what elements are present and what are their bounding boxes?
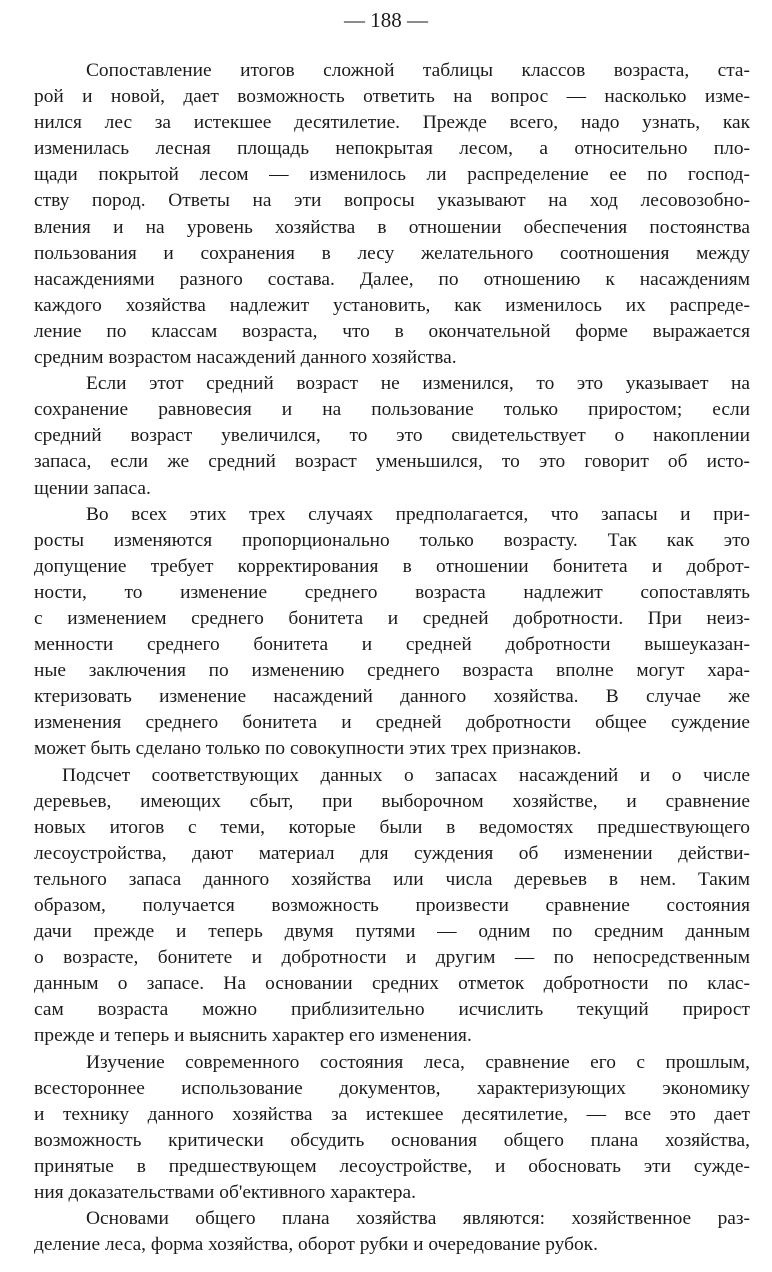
text-line: изменилась лесная площадь непокрытая лесом, а относительно пло- <box>34 138 750 160</box>
text-line: вления и на уровень хозяйства в отношении обеспечения постоянства <box>34 216 750 238</box>
text-line: Изучение современного состояния леса, сравнение его с прошлым, <box>86 1051 750 1073</box>
text-line: возможность критически обсудить основания общего плана хозяйства, <box>34 1129 750 1151</box>
text-line: дачи прежде и теперь двумя путями — одним по средним данным <box>34 921 750 943</box>
text-line: щении запаса. <box>34 477 151 499</box>
text-line: насаждениями разного состава. Далее, по отношению к насаждениям <box>34 268 750 290</box>
text-line: рой и новой, дает возможность ответить на вопрос — насколько изме- <box>34 86 750 108</box>
paragraph <box>34 763 750 1050</box>
text-line: новых итогов с теми, которые были в ведомостях предшествующего <box>34 816 750 838</box>
text-line: росты изменяются пропорционально только возрасту. Так как это <box>34 529 750 551</box>
paragraph <box>34 502 750 763</box>
text-line: ству пород. Ответы на эти вопросы указывают на ход лесовозобно- <box>34 190 750 212</box>
text-line: пользования и сохранения в лесу желательного соотношения между <box>34 242 750 264</box>
text-line: средним возрастом насаждений данного хозяйства. <box>34 347 457 369</box>
page-number: — 188 — <box>344 8 428 32</box>
text-line: тельного запаса данного хозяйства или числа деревьев в нем. Таким <box>34 868 750 890</box>
text-line: Если этот средний возраст не изменился, то это указывает на <box>86 373 750 395</box>
text-line: изменения среднего бонитета и средней добротности общее суждение <box>34 712 750 734</box>
text-line: Во всех этих трех случаях предполагается, что запасы и при- <box>86 503 750 525</box>
text-line: ктеризовать изменение насаждений данного хозяйства. В случае же <box>34 686 750 708</box>
text-line: ности, то изменение среднего возраста надлежит сопоставлять <box>34 581 750 603</box>
text-line: ния доказательствами об'ективного характера. <box>34 1182 416 1204</box>
text-line: менности среднего бонитета и средней добротности вышеуказан- <box>34 634 750 656</box>
text-line: запаса, если же средний возраст уменьшился, то это говорит об исто- <box>34 451 750 473</box>
text-line: лесоустройства, дают материал для суждения об изменении действи- <box>34 842 750 864</box>
text-line: Подсчет соответствующих данных о запасах насаждений и о числе <box>62 764 750 786</box>
paragraph <box>34 1050 750 1207</box>
text-line: Основами общего плана хозяйства являются: хозяйственное раз- <box>86 1208 750 1230</box>
text-line: деление леса, форма хозяйства, оборот рубки и очередование рубок. <box>34 1234 598 1256</box>
text-line: прежде и теперь и выяснить характер его изменения. <box>34 1025 472 1047</box>
text-line: может быть сделано только по совокупности этих трех признаков. <box>34 738 582 760</box>
text-line: средний возраст увеличился, то это свидетельствует о накоплении <box>34 425 750 447</box>
text-line: щади покрытой лесом — изменилось ли распределение ее по господ- <box>34 164 750 186</box>
text-line: и технику данного хозяйства за истекшее десятилетие, — все это дает <box>34 1103 750 1125</box>
text-line: нился лес за истекшее десятилетие. Прежде всего, надо узнать, как <box>34 112 750 134</box>
text-line: сохранение равновесия и на пользование только приростом; если <box>34 399 750 421</box>
text-line: ные заключения по изменению среднего возраста вполне могут хара- <box>34 660 750 682</box>
paragraph <box>34 371 750 501</box>
text-line: сам возраста можно приблизительно исчислить текущий прирост <box>34 999 750 1021</box>
text-line: деревьев, имеющих сбыт, при выборочном хозяйстве, и сравнение <box>34 790 750 812</box>
text-line: допущение требует корректирования в отношении бонитета и доброт- <box>34 555 750 577</box>
text-line: данным о запасе. На основании средних отметок добротности по клас- <box>34 973 750 995</box>
paragraph <box>34 1206 750 1258</box>
text-line: с изменением среднего бонитета и средней добротности. При неиз- <box>34 607 750 629</box>
text-line: ление по классам возраста, что в окончательной форме выражается <box>34 320 750 342</box>
text-line: каждого хозяйства надлежит установить, как изменилось их распреде- <box>34 294 750 316</box>
text-line: образом, получается возможность произвести сравнение состояния <box>34 895 750 916</box>
paragraph <box>34 58 750 371</box>
text-line: всестороннее использование документов, характеризующих экономику <box>34 1077 750 1099</box>
text-body <box>34 58 750 1258</box>
text-line: о возрасте, бонитете и добротности и другим — по непосредственным <box>34 947 750 969</box>
text-line: принятые в предшествующем лесоустройстве, и обосновать эти сужде- <box>34 1155 750 1177</box>
text-line: Сопоставление итогов сложной таблицы классов возраста, ста- <box>86 60 750 81</box>
